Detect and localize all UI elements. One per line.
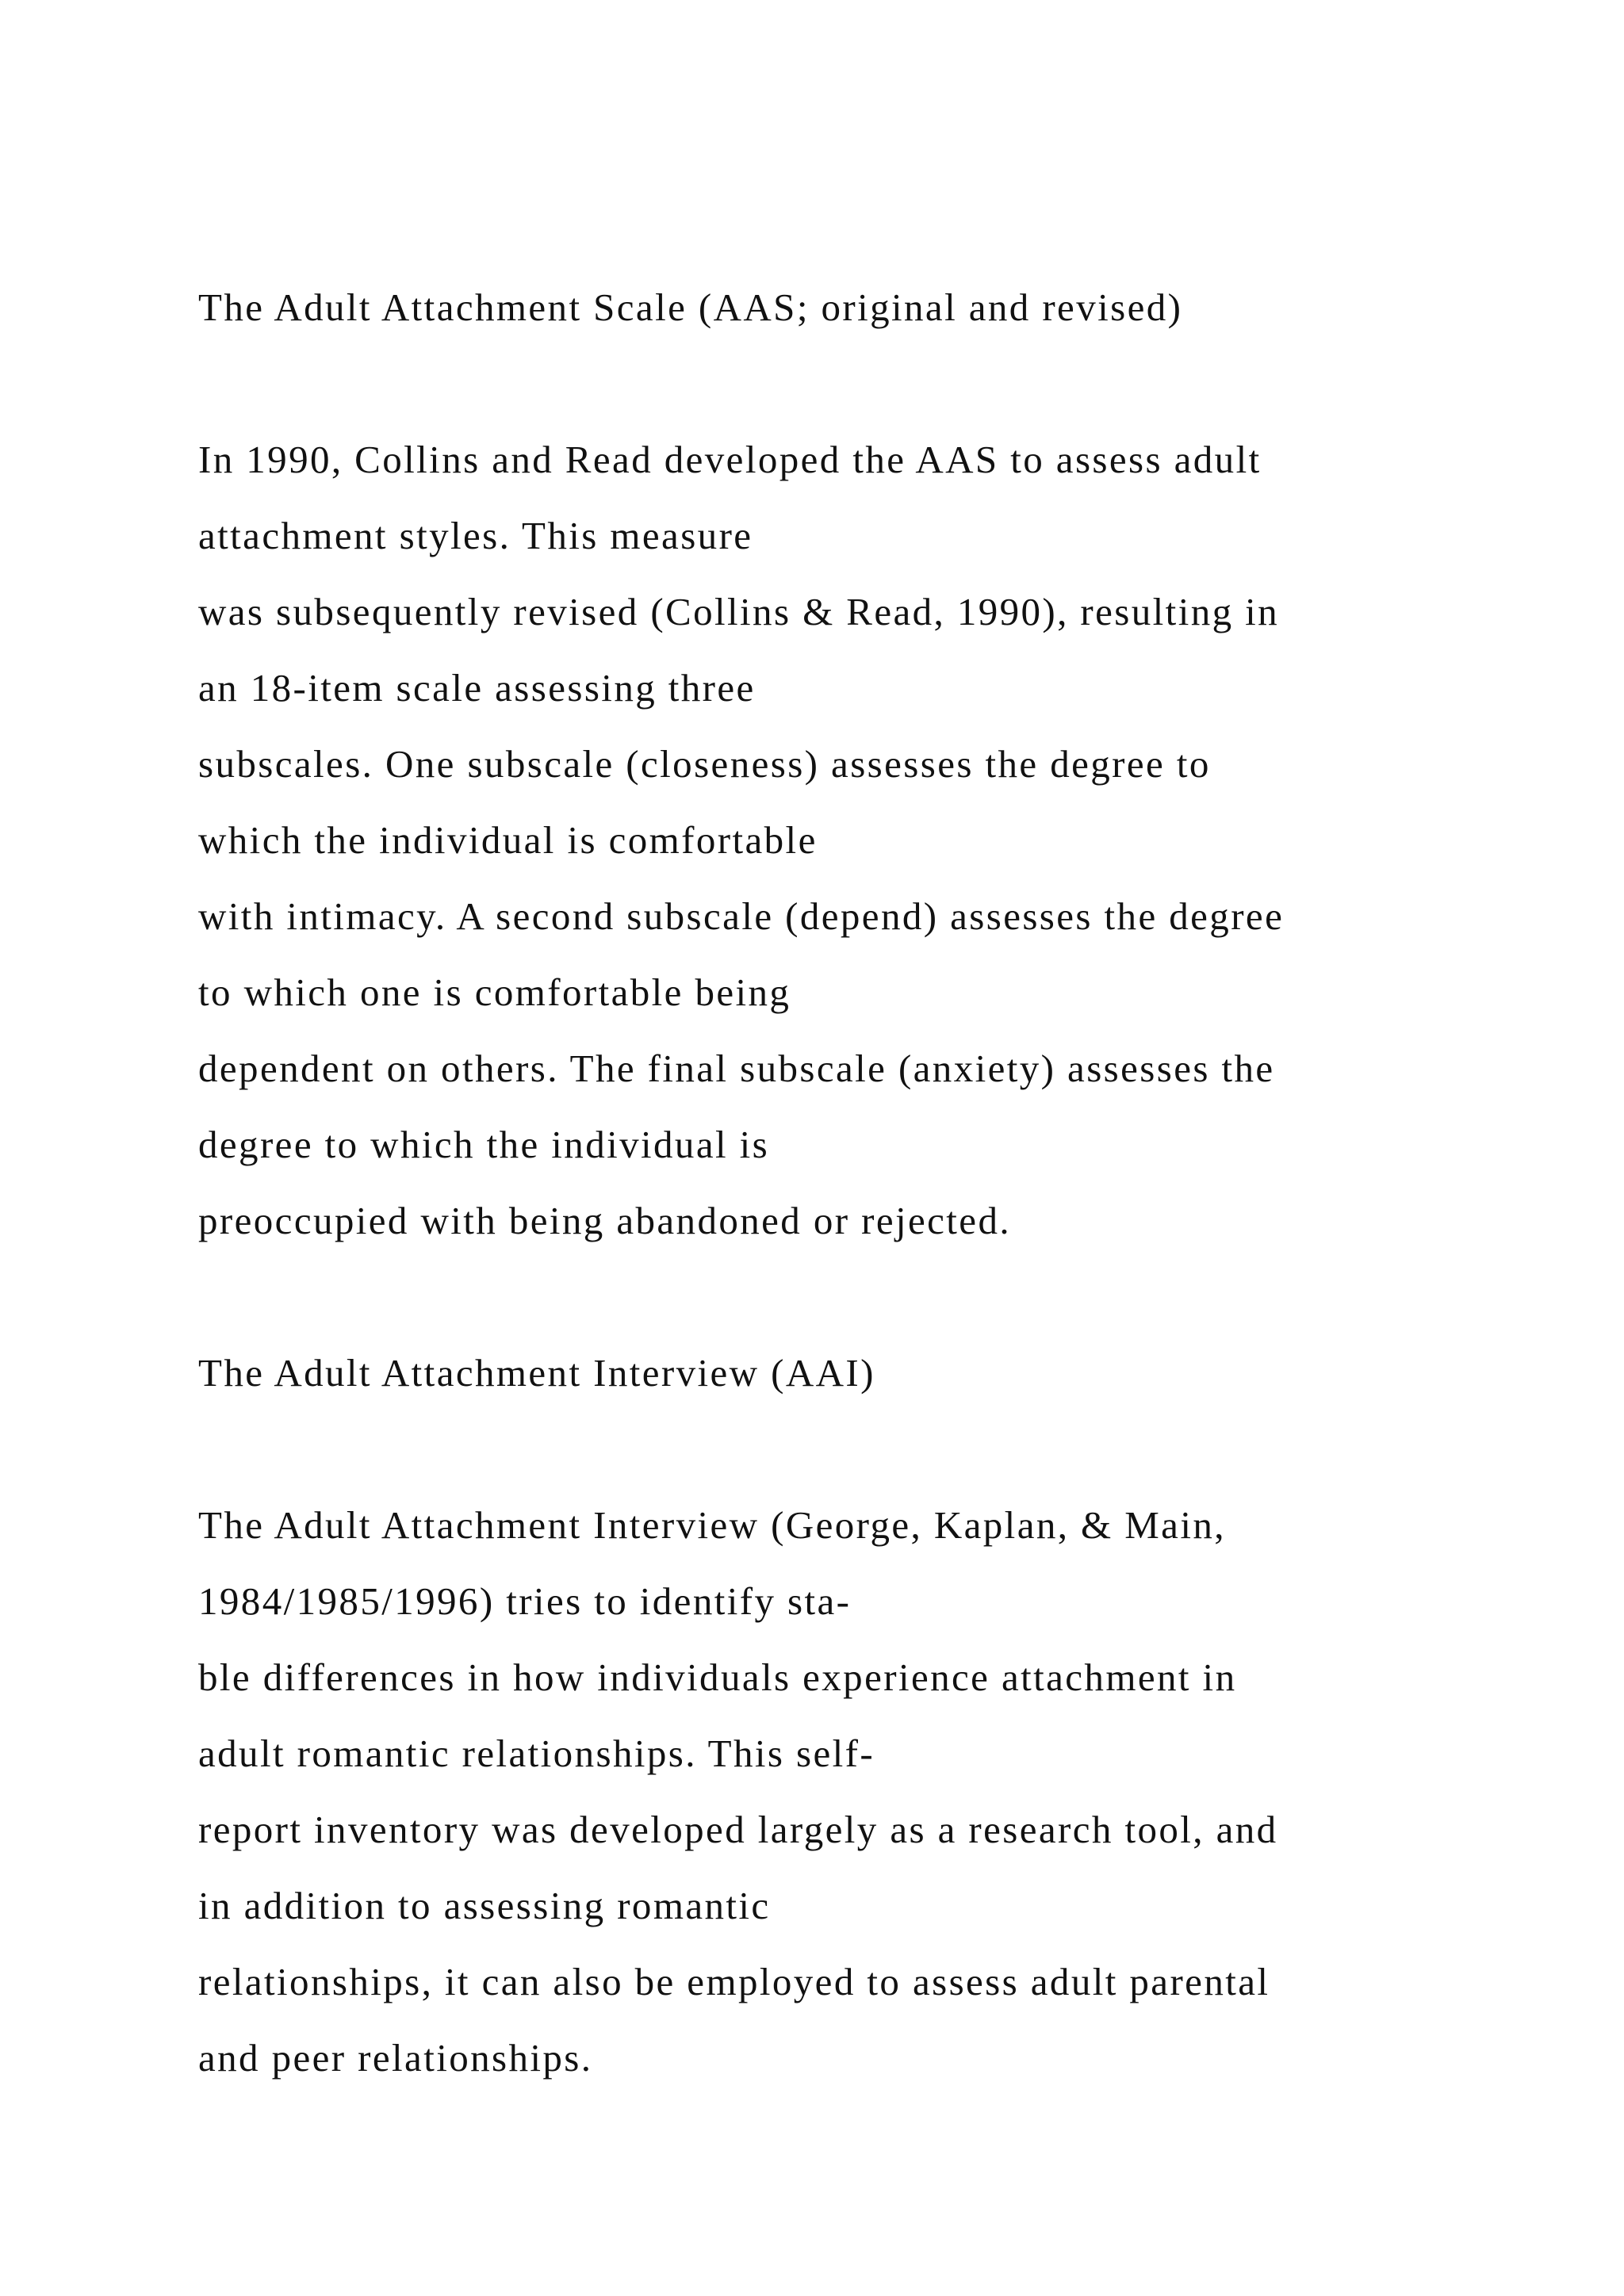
paragraph-line: was subsequently revised (Collins & Read, 1990), resulting in [198, 590, 1280, 633]
blank-line [198, 1259, 1546, 1335]
paragraph-line: with intimacy. A second subscale (depend) assesses the degree [198, 894, 1285, 938]
paragraph-line: in addition to assessing romantic [198, 1884, 771, 1927]
paragraph-line: In 1990, Collins and Read developed the AAS to assess adult [198, 438, 1262, 481]
paragraph-line: subscales. One subscale (closeness) assesses the degree to [198, 742, 1211, 786]
paragraph-line: preoccupied with being abandoned or rejected. [198, 1199, 1012, 1242]
paragraph-line: adult romantic relationships. This self- [198, 1732, 875, 1775]
paragraph-line: ble differences in how individuals experience attachment in [198, 1655, 1237, 1699]
paragraph-line: an 18-item scale assessing three [198, 666, 756, 710]
paragraph-line: 1984/1985/1996) tries to identify sta- [198, 1579, 852, 1623]
paragraph-line: dependent on others. The final subscale (anxiety) assesses the [198, 1047, 1275, 1090]
blank-line [198, 346, 1546, 422]
paragraph-line: report inventory was developed largely as a research tool, and [198, 1808, 1278, 1851]
paragraph-line: and peer relationships. [198, 2036, 593, 2080]
paragraph-line: attachment styles. This measure [198, 514, 753, 557]
paragraph-line: The Adult Attachment Interview (George, Kaplan, & Main, [198, 1503, 1226, 1547]
heading-aas: The Adult Attachment Scale (AAS; original and revised) [198, 285, 1183, 329]
document-body [198, 270, 1546, 2096]
heading-aai: The Adult Attachment Interview (AAI) [198, 1351, 875, 1395]
paragraph-line: degree to which the individual is [198, 1123, 770, 1166]
blank-line [198, 1411, 1546, 1487]
paragraph-line: to which one is comfortable being [198, 970, 791, 1014]
paragraph-line: relationships, it can also be employed to assess adult parental [198, 1960, 1270, 2003]
paragraph-line: which the individual is comfortable [198, 818, 818, 862]
